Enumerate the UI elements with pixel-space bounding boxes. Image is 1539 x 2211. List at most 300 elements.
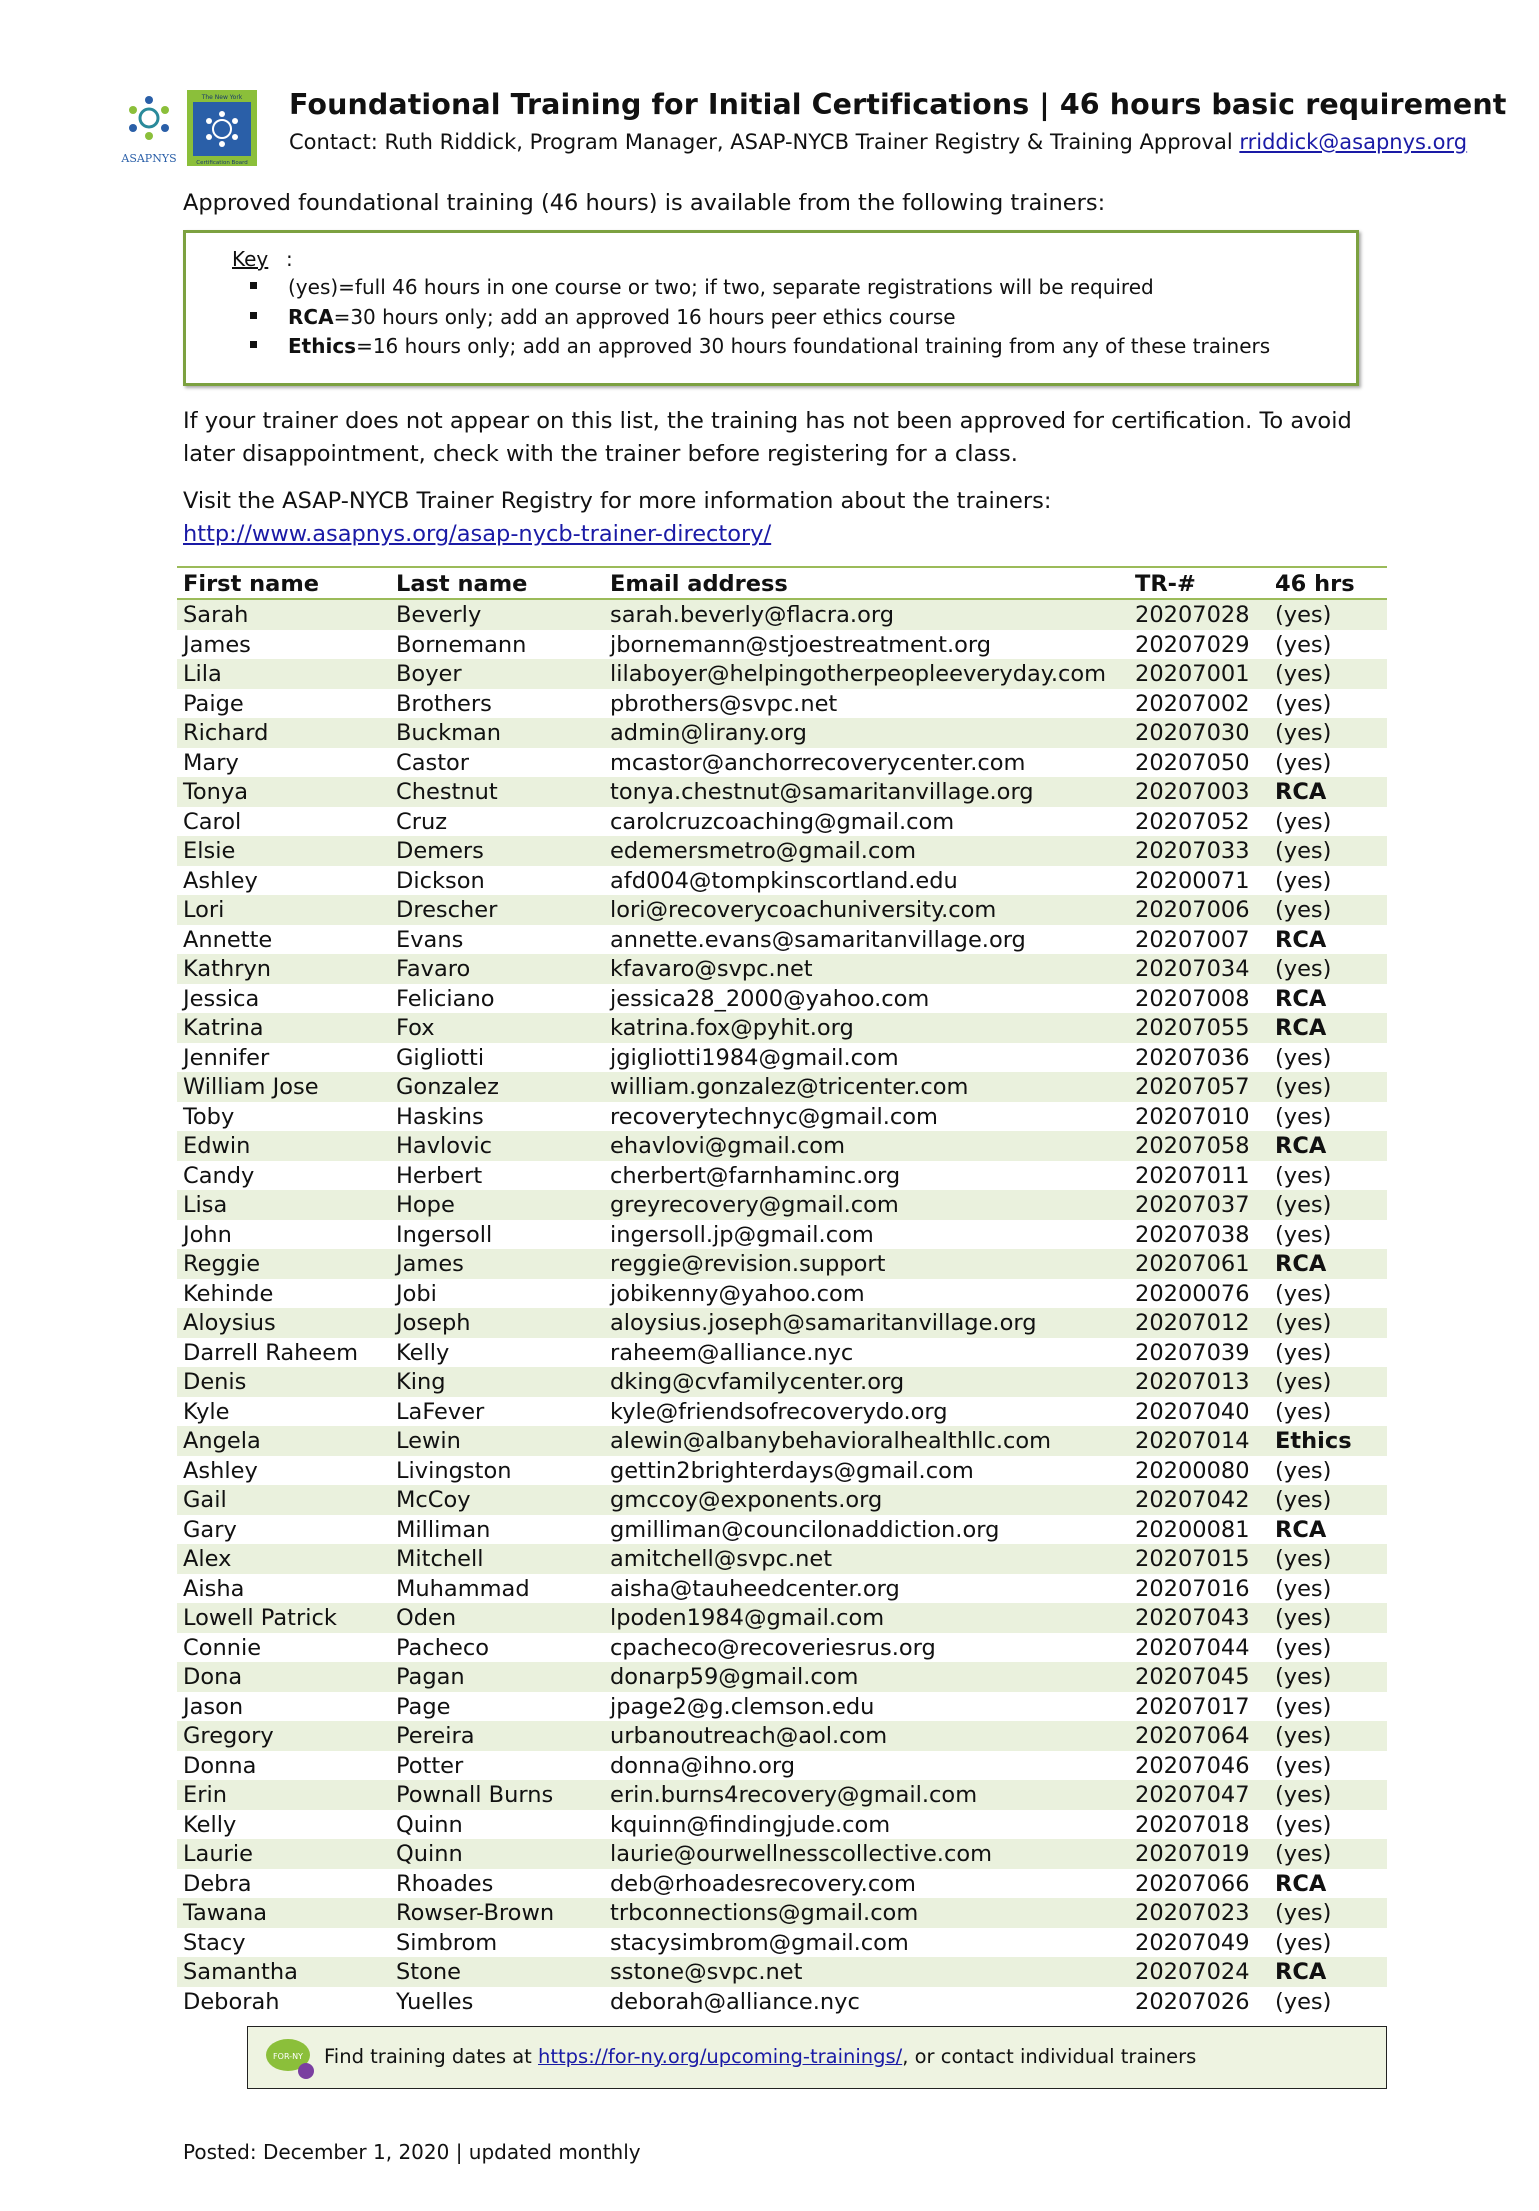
table-body <box>177 600 1387 2016</box>
cell-tr-number: 20207040 <box>1135 1398 1250 1425</box>
cell-hours: (yes) <box>1275 1605 1332 1631</box>
cell-email[interactable]: cherbert@farnhaminc.org <box>610 1162 901 1189</box>
cell-tr-number: 20207034 <box>1135 956 1250 982</box>
cell-tr-number: 20200076 <box>1135 1280 1250 1307</box>
header-email: Email address <box>610 571 788 597</box>
cell-last-name: Castor <box>396 749 470 776</box>
cell-last-name: Simbrom <box>396 1929 498 1956</box>
bullet-icon <box>250 312 257 319</box>
cell-hours: (yes) <box>1275 1162 1332 1189</box>
cell-last-name: Mitchell <box>396 1546 484 1572</box>
cell-first-name: Angela <box>183 1428 261 1454</box>
contact-email-link[interactable]: rriddick@asapnys.org <box>1239 130 1468 154</box>
cell-tr-number: 20207015 <box>1135 1546 1250 1572</box>
table-row <box>177 1456 1387 1486</box>
table-row <box>177 777 1387 807</box>
cell-last-name: Page <box>396 1693 451 1720</box>
cell-last-name: Pereira <box>396 1723 475 1749</box>
cell-first-name: Jason <box>183 1693 244 1720</box>
table-row <box>177 1308 1387 1338</box>
cell-last-name: Pownall Burns <box>396 1782 554 1808</box>
cell-tr-number: 20207003 <box>1135 779 1250 805</box>
cell-hours: (yes) <box>1275 1398 1332 1425</box>
badge-text: FOR-NY <box>273 2052 303 2061</box>
cell-email[interactable]: annette.evans@samaritanvillage.org <box>610 926 1026 953</box>
cell-hours: (yes) <box>1275 631 1332 658</box>
logo-text-right-bottom: Certification Board <box>196 160 248 166</box>
cell-tr-number: 20207012 <box>1135 1310 1250 1336</box>
cell-tr-number: 20207028 <box>1135 602 1250 628</box>
cell-last-name: Jobi <box>396 1280 437 1307</box>
registry-text: Visit the ASAP-NYCB Trainer Registry for more information about the trainers: <box>183 488 1052 514</box>
cell-hours: (yes) <box>1275 1457 1332 1484</box>
cell-last-name: Haskins <box>396 1103 484 1130</box>
cell-hours: RCA <box>1275 1133 1327 1159</box>
cell-first-name: Gary <box>183 1516 237 1543</box>
cell-tr-number: 20207014 <box>1135 1428 1250 1454</box>
cell-email[interactable]: recoverytechnyc@gmail.com <box>610 1103 938 1130</box>
training-dates-text: Find training dates at https://for-ny.org/upcoming-trainings/, or contact individual trainers <box>324 2045 1197 2068</box>
cell-tr-number: 20200081 <box>1135 1516 1250 1543</box>
cell-hours: (yes) <box>1275 1841 1332 1867</box>
cell-tr-number: 20207066 <box>1135 1870 1250 1897</box>
key-title: Key <box>232 247 269 271</box>
cell-first-name: Tonya <box>183 779 249 805</box>
cell-tr-number: 20207064 <box>1135 1723 1250 1749</box>
cell-hours: Ethics <box>1275 1428 1352 1454</box>
cell-email[interactable]: afd004@tompkinscortland.edu <box>610 867 958 894</box>
bullet-icon <box>250 341 257 348</box>
cell-hours: (yes) <box>1275 1664 1332 1690</box>
cell-last-name: Yuelles <box>396 1988 474 2015</box>
contact-text: Contact: Ruth Riddick, Program Manager, ASAP-NYCB Trainer Registry & Training Approval <box>289 130 1240 154</box>
cell-last-name: James <box>396 1251 464 1277</box>
cell-last-name: Chestnut <box>396 779 498 805</box>
cell-first-name: Stacy <box>183 1929 246 1956</box>
cell-email[interactable]: edemersmetro@gmail.com <box>610 838 917 864</box>
table-row <box>177 807 1387 837</box>
table-row <box>177 1426 1387 1456</box>
cell-hours: RCA <box>1275 1870 1327 1897</box>
cell-tr-number: 20207008 <box>1135 985 1250 1012</box>
cell-tr-number: 20207019 <box>1135 1841 1250 1867</box>
cell-hours: (yes) <box>1275 1369 1332 1395</box>
cell-first-name: Toby <box>183 1103 235 1130</box>
cell-email[interactable]: aloysius.joseph@samaritanvillage.org <box>610 1310 1037 1336</box>
table-row <box>177 1839 1387 1869</box>
cell-tr-number: 20207039 <box>1135 1339 1250 1366</box>
table-row <box>177 1751 1387 1781</box>
cell-tr-number: 20207045 <box>1135 1664 1250 1690</box>
cell-tr-number: 20207016 <box>1135 1575 1250 1602</box>
cell-hours: (yes) <box>1275 1782 1332 1808</box>
cell-first-name: Mary <box>183 749 239 776</box>
table-row <box>177 1013 1387 1043</box>
cell-last-name: Oden <box>396 1605 457 1631</box>
cell-email[interactable]: katrina.fox@pyhit.org <box>610 1015 854 1041</box>
cell-tr-number: 20207038 <box>1135 1221 1250 1248</box>
cell-hours: (yes) <box>1275 661 1332 687</box>
table-row <box>177 1987 1387 2017</box>
table-row <box>177 1338 1387 1368</box>
cell-last-name: Rhoades <box>396 1870 494 1897</box>
cell-tr-number: 20207007 <box>1135 926 1250 953</box>
cell-last-name: Ingersoll <box>396 1221 493 1248</box>
cell-first-name: Elsie <box>183 838 236 864</box>
cell-first-name: John <box>183 1221 232 1248</box>
cell-tr-number: 20207049 <box>1135 1929 1250 1956</box>
cell-email[interactable]: trbconnections@gmail.com <box>610 1900 919 1926</box>
cell-last-name: Gonzalez <box>396 1074 499 1100</box>
cell-first-name: Kehinde <box>183 1280 274 1307</box>
table-row <box>177 748 1387 778</box>
cell-first-name: Jessica <box>183 985 260 1012</box>
cell-last-name: Pacheco <box>396 1634 489 1661</box>
contact-line <box>289 130 1467 154</box>
cell-last-name: Quinn <box>396 1811 463 1838</box>
table-row <box>177 895 1387 925</box>
page-header <box>117 88 1507 168</box>
cell-hours: (yes) <box>1275 1929 1332 1956</box>
header-first-name: First name <box>183 571 320 597</box>
cell-hours: (yes) <box>1275 1900 1332 1926</box>
cell-email[interactable]: kfavaro@svpc.net <box>610 956 813 982</box>
trainer-table <box>177 566 1387 2016</box>
table-row <box>177 1485 1387 1515</box>
cell-last-name: Rowser-Brown <box>396 1900 555 1926</box>
for-ny-link[interactable]: https://for-ny.org/upcoming-trainings/ <box>538 2045 903 2068</box>
table-row <box>177 689 1387 719</box>
table-row <box>177 659 1387 689</box>
cell-first-name: James <box>183 631 251 658</box>
cell-hours: (yes) <box>1275 1752 1332 1779</box>
cell-last-name: LaFever <box>396 1398 485 1425</box>
cell-hours: (yes) <box>1275 1811 1332 1838</box>
table-row <box>177 1898 1387 1928</box>
table-row <box>177 1662 1387 1692</box>
cell-hours: RCA <box>1275 1015 1327 1041</box>
cell-last-name: King <box>396 1369 446 1395</box>
table-row <box>177 1928 1387 1958</box>
cell-first-name: Debra <box>183 1870 252 1897</box>
cell-last-name: Feliciano <box>396 985 495 1012</box>
cell-hours: (yes) <box>1275 749 1332 776</box>
cell-first-name: Connie <box>183 1634 262 1661</box>
key-item: RCA=30 hours only; add an approved 16 hours peer ethics course <box>250 305 1270 335</box>
cell-first-name: Jennifer <box>183 1044 270 1071</box>
table-row <box>177 1072 1387 1102</box>
cell-hours: (yes) <box>1275 1988 1332 2015</box>
bullet-icon <box>250 282 257 289</box>
cell-last-name: Beverly <box>396 602 482 628</box>
cell-last-name: McCoy <box>396 1487 471 1513</box>
cell-tr-number: 20207029 <box>1135 631 1250 658</box>
cell-tr-number: 20207024 <box>1135 1959 1250 1985</box>
cell-tr-number: 20207033 <box>1135 838 1250 864</box>
cell-email[interactable]: donna@ihno.org <box>610 1752 796 1779</box>
cell-hours: (yes) <box>1275 1546 1332 1572</box>
cell-first-name: Paige <box>183 690 244 717</box>
cell-first-name: Annette <box>183 926 273 953</box>
cell-last-name: Muhammad <box>396 1575 530 1602</box>
cell-email[interactable]: kyle@friendsofrecoverydo.org <box>610 1398 948 1425</box>
cell-first-name: Dona <box>183 1664 243 1690</box>
asap-nycb-logo <box>117 88 262 168</box>
cell-first-name: Laurie <box>183 1841 253 1867</box>
cell-hours: (yes) <box>1275 1339 1332 1366</box>
cell-hours: (yes) <box>1275 1044 1332 1071</box>
cell-hours: (yes) <box>1275 808 1332 835</box>
cell-tr-number: 20207050 <box>1135 749 1250 776</box>
cell-hours: (yes) <box>1275 602 1332 628</box>
cell-first-name: Katrina <box>183 1015 264 1041</box>
table-row <box>177 1131 1387 1161</box>
cell-last-name: Fox <box>396 1015 435 1041</box>
key-box <box>183 230 1359 386</box>
cell-last-name: Buckman <box>396 720 502 746</box>
cell-last-name: Herbert <box>396 1162 483 1189</box>
cell-first-name: Samantha <box>183 1959 298 1985</box>
cell-tr-number: 20207001 <box>1135 661 1250 687</box>
cell-hours: RCA <box>1275 1959 1327 1985</box>
cell-tr-number: 20207055 <box>1135 1015 1250 1041</box>
cell-tr-number: 20207044 <box>1135 1634 1250 1661</box>
cell-email[interactable]: ingersoll.jp@gmail.com <box>610 1221 874 1248</box>
cell-email[interactable]: jbornemann@stjoestreatment.org <box>610 631 992 658</box>
table-row <box>177 1603 1387 1633</box>
training-dates-box <box>247 2026 1387 2089</box>
cell-tr-number: 20207026 <box>1135 1988 1250 2015</box>
cell-first-name: Lila <box>183 661 222 687</box>
cell-hours: (yes) <box>1275 838 1332 864</box>
cell-email[interactable]: jobikenny@yahoo.com <box>610 1280 865 1307</box>
cell-hours: RCA <box>1275 926 1327 953</box>
cell-email[interactable]: alewin@albanybehavioralhealthllc.com <box>610 1428 1052 1454</box>
cell-first-name: Aloysius <box>183 1310 276 1336</box>
cell-tr-number: 20207018 <box>1135 1811 1250 1838</box>
cell-tr-number: 20207058 <box>1135 1133 1250 1159</box>
table-row <box>177 954 1387 984</box>
table-row <box>177 1692 1387 1722</box>
cell-email[interactable]: pbrothers@svpc.net <box>610 690 838 717</box>
table-row <box>177 1957 1387 1987</box>
cell-tr-number: 20207023 <box>1135 1900 1250 1926</box>
cell-email[interactable]: mcastor@anchorrecoverycenter.com <box>610 749 1026 776</box>
cell-hours: (yes) <box>1275 720 1332 746</box>
cell-tr-number: 20207047 <box>1135 1782 1250 1808</box>
table-row <box>177 1869 1387 1899</box>
registry-link[interactable]: http://www.asapnys.org/asap-nycb-trainer-directory/ <box>183 521 772 547</box>
cell-email[interactable]: gmccoy@exponents.org <box>610 1487 883 1513</box>
cell-tr-number: 20200080 <box>1135 1457 1250 1484</box>
cell-tr-number: 20207046 <box>1135 1752 1250 1779</box>
cell-email[interactable]: cpacheco@recoveriesrus.org <box>610 1634 936 1661</box>
cell-last-name: Drescher <box>396 897 498 923</box>
cell-hours: RCA <box>1275 1251 1327 1277</box>
cell-tr-number: 20207043 <box>1135 1605 1250 1631</box>
cell-email[interactable]: lpoden1984@gmail.com <box>610 1605 885 1631</box>
cell-last-name: Havlovic <box>396 1133 492 1159</box>
cell-hours: (yes) <box>1275 1487 1332 1513</box>
cell-tr-number: 20207006 <box>1135 897 1250 923</box>
cell-email[interactable]: sstone@svpc.net <box>610 1959 803 1985</box>
cell-hours: (yes) <box>1275 1575 1332 1602</box>
cell-first-name: Gail <box>183 1487 227 1513</box>
cell-last-name: Pagan <box>396 1664 465 1690</box>
cell-first-name: Ashley <box>183 1457 258 1484</box>
cell-email[interactable]: lori@recoverycoachuniversity.com <box>610 897 997 923</box>
registry-info <box>183 485 1393 551</box>
header-tr-number: TR-# <box>1135 571 1196 597</box>
cell-last-name: Potter <box>396 1752 464 1779</box>
logo-text-left: ASAPNYS <box>121 152 177 165</box>
table-row <box>177 1397 1387 1427</box>
table-row <box>177 1102 1387 1132</box>
table-row <box>177 600 1387 630</box>
logo-text-right-top: The New York <box>201 94 243 101</box>
cell-last-name: Brothers <box>396 690 492 717</box>
cell-last-name: Boyer <box>396 661 462 687</box>
cell-first-name: Erin <box>183 1782 227 1808</box>
cell-last-name: Hope <box>396 1192 455 1218</box>
table-row <box>177 630 1387 660</box>
cell-email[interactable]: deb@rhoadesrecovery.com <box>610 1870 916 1897</box>
table-row <box>177 984 1387 1014</box>
table-row <box>177 1279 1387 1309</box>
cell-email[interactable]: laurie@ourwellnesscollective.com <box>610 1841 993 1867</box>
cell-email[interactable]: jessica28_2000@yahoo.com <box>610 985 930 1012</box>
cell-first-name: Deborah <box>183 1988 280 2015</box>
cell-hours: (yes) <box>1275 1221 1332 1248</box>
cell-email[interactable]: donarp59@gmail.com <box>610 1664 859 1690</box>
cell-last-name: Gigliotti <box>396 1044 485 1071</box>
key-item: Ethics=16 hours only; add an approved 30 hours foundational training from any of these trainers <box>250 334 1270 364</box>
cell-first-name: Darrell Raheem <box>183 1339 359 1366</box>
table-header-row <box>177 566 1387 600</box>
cell-first-name: Denis <box>183 1369 247 1395</box>
cell-first-name: Edwin <box>183 1133 251 1159</box>
table-row <box>177 1220 1387 1250</box>
cell-hours: (yes) <box>1275 1074 1332 1100</box>
cell-tr-number: 20207011 <box>1135 1162 1250 1189</box>
table-row <box>177 1544 1387 1574</box>
cell-hours: (yes) <box>1275 956 1332 982</box>
cell-hours: (yes) <box>1275 867 1332 894</box>
cell-hours: (yes) <box>1275 1693 1332 1720</box>
cell-last-name: Evans <box>396 926 464 953</box>
cell-last-name: Kelly <box>396 1339 450 1366</box>
cell-email[interactable]: carolcruzcoaching@gmail.com <box>610 808 955 835</box>
cell-hours: (yes) <box>1275 1192 1332 1218</box>
cell-email[interactable]: dking@cvfamilycenter.org <box>610 1369 905 1395</box>
table-row <box>177 925 1387 955</box>
cell-email[interactable]: jgigliotti1984@gmail.com <box>610 1044 899 1071</box>
header-last-name: Last name <box>396 571 528 597</box>
cell-email[interactable]: deborah@alliance.nyc <box>610 1988 860 2015</box>
cell-tr-number: 20207002 <box>1135 690 1250 717</box>
cell-last-name: Dickson <box>396 867 485 894</box>
cell-last-name: Bornemann <box>396 631 527 658</box>
cell-first-name: Kathryn <box>183 956 272 982</box>
header-46-hrs: 46 hrs <box>1275 571 1355 597</box>
cell-email[interactable]: aisha@tauheedcenter.org <box>610 1575 900 1602</box>
cell-email[interactable]: jpage2@g.clemson.edu <box>610 1693 875 1720</box>
cell-last-name: Livingston <box>396 1457 512 1484</box>
key-list <box>250 275 1270 364</box>
cell-tr-number: 20207017 <box>1135 1693 1250 1720</box>
cell-email[interactable]: stacysimbrom@gmail.com <box>610 1929 909 1956</box>
cell-tr-number: 20200071 <box>1135 867 1250 894</box>
table-row <box>177 1161 1387 1191</box>
cell-email[interactable]: greyrecovery@gmail.com <box>610 1192 899 1218</box>
cell-first-name: Candy <box>183 1162 255 1189</box>
cell-hours: (yes) <box>1275 1280 1332 1307</box>
key-item: (yes)=full 46 hours in one course or two; if two, separate registrations will be required <box>250 275 1270 305</box>
cell-last-name: Joseph <box>396 1310 471 1336</box>
for-ny-badge-icon <box>262 2033 316 2081</box>
cell-email[interactable]: erin.burns4recovery@gmail.com <box>610 1782 978 1808</box>
cell-first-name: Ashley <box>183 867 258 894</box>
cell-email[interactable]: raheem@alliance.nyc <box>610 1339 854 1366</box>
cell-email[interactable]: sarah.beverly@flacra.org <box>610 602 894 628</box>
cell-tr-number: 20207042 <box>1135 1487 1250 1513</box>
cell-email[interactable]: urbanoutreach@aol.com <box>610 1723 888 1749</box>
cell-hours: RCA <box>1275 985 1327 1012</box>
cell-email[interactable]: william.gonzalez@tricenter.com <box>610 1074 969 1100</box>
cell-hours: (yes) <box>1275 1723 1332 1749</box>
table-row <box>177 1249 1387 1279</box>
cell-tr-number: 20207052 <box>1135 808 1250 835</box>
cell-email[interactable]: ehavlovi@gmail.com <box>610 1133 845 1159</box>
cell-last-name: Quinn <box>396 1841 463 1867</box>
cell-tr-number: 20207013 <box>1135 1369 1250 1395</box>
posted-date: Posted: December 1, 2020 | updated monthly <box>183 2140 641 2164</box>
cell-first-name: Tawana <box>183 1900 268 1926</box>
cell-hours: (yes) <box>1275 1103 1332 1130</box>
cell-tr-number: 20207030 <box>1135 720 1250 746</box>
cell-first-name: William Jose <box>183 1074 319 1100</box>
cell-hours: (yes) <box>1275 1634 1332 1661</box>
cell-email[interactable]: kquinn@findingjude.com <box>610 1811 891 1838</box>
cell-first-name: Sarah <box>183 602 249 628</box>
table-row <box>177 1810 1387 1840</box>
cell-hours: RCA <box>1275 1516 1327 1543</box>
cell-tr-number: 20207061 <box>1135 1251 1250 1277</box>
cell-email[interactable]: amitchell@svpc.net <box>610 1546 833 1572</box>
cell-first-name: Donna <box>183 1752 257 1779</box>
cell-email[interactable]: tonya.chestnut@samaritanvillage.org <box>610 779 1034 805</box>
cell-last-name: Lewin <box>396 1428 461 1454</box>
cell-email[interactable]: admin@lirany.org <box>610 720 807 746</box>
cell-first-name: Reggie <box>183 1251 261 1277</box>
table-row <box>177 1574 1387 1604</box>
cell-email[interactable]: reggie@revision.support <box>610 1251 886 1277</box>
cell-first-name: Alex <box>183 1546 232 1572</box>
table-row <box>177 1190 1387 1220</box>
cell-hours: (yes) <box>1275 897 1332 923</box>
cell-first-name: Richard <box>183 720 269 746</box>
cell-first-name: Gregory <box>183 1723 274 1749</box>
cell-tr-number: 20207037 <box>1135 1192 1250 1218</box>
cell-first-name: Kelly <box>183 1811 237 1838</box>
cell-email[interactable]: gmilliman@councilonaddiction.org <box>610 1516 1000 1543</box>
not-approved-notice: If your trainer does not appear on this list, the training has not been approved for certification. To avoid later disappointment, check with the trainer before registering for a class. <box>183 408 1352 467</box>
cell-email[interactable]: lilaboyer@helpingotherpeopleeveryday.com <box>610 661 1107 687</box>
table-row <box>177 718 1387 748</box>
cell-last-name: Stone <box>396 1959 461 1985</box>
cell-email[interactable]: gettin2brighterdays@gmail.com <box>610 1457 974 1484</box>
cell-first-name: Carol <box>183 808 242 835</box>
